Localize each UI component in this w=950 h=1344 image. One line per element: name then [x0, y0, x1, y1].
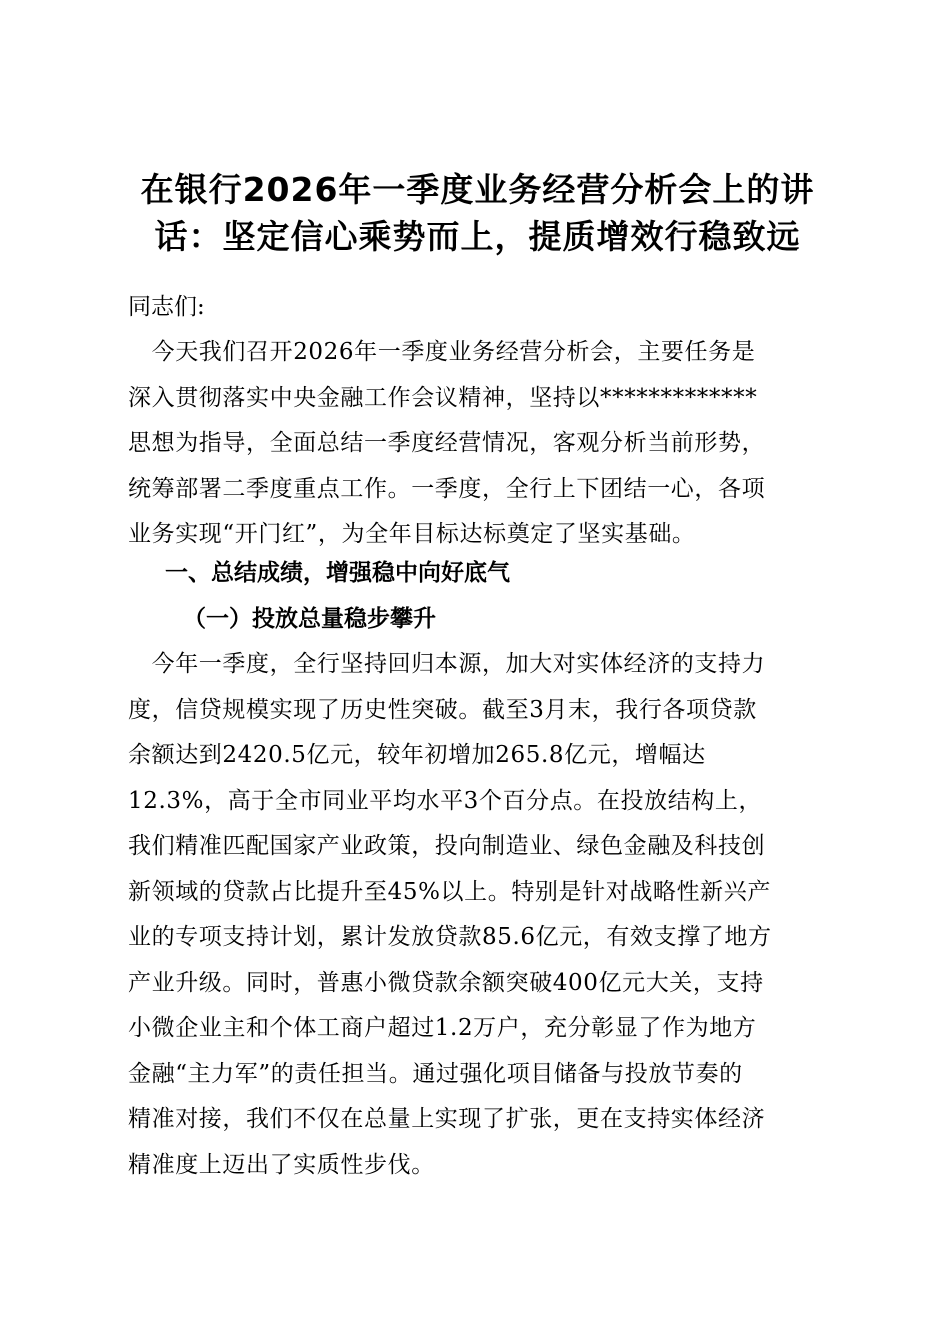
- intro-line: 业务实现“开门红”，为全年目标达标奠定了坚实基础。: [128, 521, 696, 547]
- body-line: 度，信贷规模实现了历史性突破。截至3月末，我行各项贷款: [128, 696, 757, 723]
- body-line: 今年一季度，全行坚持回归本源，加大对实体经济的支持力: [128, 651, 766, 677]
- body-line: 我们精准匹配国家产业政策，投向制造业、绿色金融及科技创: [128, 833, 766, 859]
- intro-paragraph: [128, 330, 828, 558]
- body-paragraph: [128, 642, 828, 1188]
- salutation: 同志们:: [128, 294, 205, 320]
- body-line: 精准度上迈出了实质性步伐。: [128, 1151, 435, 1178]
- body-line: 产业升级。同时，普惠小微贷款余额突破400亿元大关，支持: [128, 969, 764, 996]
- section-heading: 一、总结成绩，增强稳中向好底气: [165, 560, 510, 586]
- body-line: 新领域的贷款占比提升至45%以上。特别是针对战略性新兴产: [128, 878, 771, 905]
- title-line-2: 话：坚定信心乘势而上，提质增效行稳致远: [154, 217, 801, 256]
- document-title: [120, 166, 835, 260]
- intro-line: 深入贯彻落实中央金融工作会议精神，坚持以*************: [128, 384, 758, 411]
- subsection-heading: （一）投放总量稳步攀升: [183, 605, 436, 632]
- intro-line: 思想为指导，全面总结一季度经营情况，客观分析当前形势，: [128, 430, 766, 456]
- body-line: 12.3%，高于全市同业平均水平3个百分点。在投放结构上，: [128, 787, 763, 814]
- body-line: 小微企业主和个体工商户超过1.2万户，充分彰显了作为地方: [128, 1015, 757, 1041]
- body-line: 业的专项支持计划，累计发放贷款85.6亿元，有效支撑了地方: [128, 924, 772, 950]
- body-line: 金融“主力军”的责任担当。通过强化项目储备与投放节奏的: [128, 1060, 743, 1087]
- title-line-1: 在银行2026年一季度业务经营分析会上的讲: [140, 170, 815, 209]
- intro-line: 今天我们召开2026年一季度业务经营分析会，主要任务是: [128, 339, 756, 365]
- intro-line: 统筹部署二季度重点工作。一季度，全行上下团结一心，各项: [128, 475, 766, 502]
- body-line: 精准对接，我们不仅在总量上实现了扩张，更在支持实体经济: [128, 1106, 766, 1132]
- body-line: 余额达到2420.5亿元，较年初增加265.8亿元，增幅达: [128, 742, 706, 768]
